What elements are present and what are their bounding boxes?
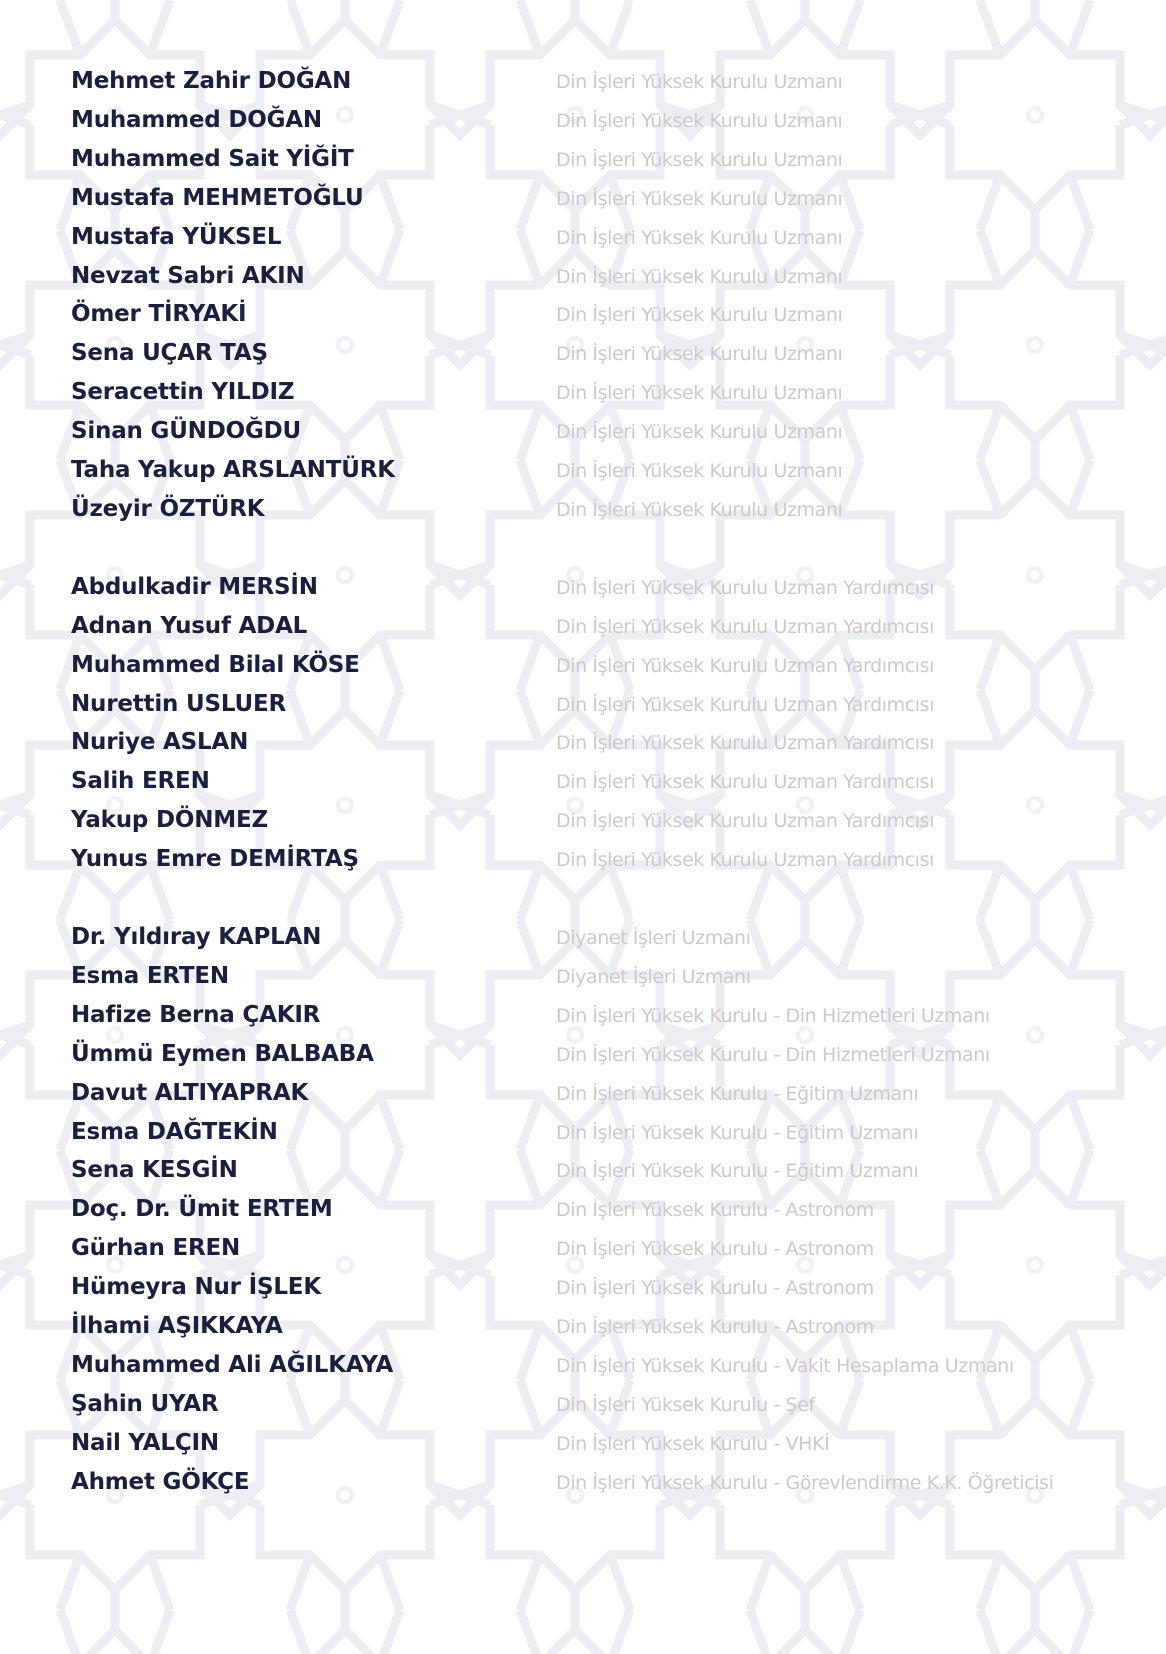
person-title: Din İşleri Yüksek Kurulu - Astronom	[556, 1238, 874, 1261]
person-title: Din İşleri Yüksek Kurulu Uzmanı	[556, 265, 843, 288]
list-item	[0, 140, 1166, 179]
person-title: Din İşleri Yüksek Kurulu - Astronom	[556, 1277, 874, 1300]
person-name: Esma ERTEN	[71, 962, 229, 989]
person-title: Din İşleri Yüksek Kurulu - Şef	[556, 1393, 815, 1416]
list-item	[0, 257, 1166, 296]
person-title: Din İşleri Yüksek Kurulu - Din Hizmetleri Uzmanı	[556, 1043, 990, 1066]
person-name: Davut ALTIYAPRAK	[71, 1079, 309, 1106]
person-title: Din İşleri Yüksek Kurulu - Astronom	[556, 1316, 874, 1338]
person-name: Doç. Dr. Ümit ERTEM	[71, 1196, 333, 1223]
person-title: Din İşleri Yüksek Kurulu Uzmanı	[556, 226, 843, 249]
list-item	[0, 179, 1166, 218]
person-title: Din İşleri Yüksek Kurulu Uzmanı	[556, 343, 843, 366]
person-title: Diyanet İşleri Uzmanı	[556, 965, 751, 988]
list-item	[0, 101, 1166, 140]
list-item	[0, 62, 1166, 101]
person-name: Ahmet GÖKÇE	[71, 1468, 250, 1495]
list-item	[0, 1268, 1166, 1307]
person-name: Sena KESGİN	[71, 1157, 238, 1184]
person-title: Din İşleri Yüksek Kurulu - VHKİ	[556, 1432, 830, 1455]
list-item	[0, 1113, 1166, 1152]
person-title: Din İşleri Yüksek Kurulu Uzman Yardımcısı	[556, 810, 935, 833]
person-title: Din İşleri Yüksek Kurulu Uzmanı	[556, 187, 843, 210]
person-name: Nuriye ASLAN	[71, 729, 249, 756]
person-name: Nail YALÇIN	[71, 1429, 219, 1456]
list-item	[0, 957, 1166, 996]
list-item	[0, 1151, 1166, 1190]
person-title: Din İşleri Yüksek Kurulu - Görevlendirme K.K. Öğreticisi	[556, 1471, 1054, 1494]
person-name: Sinan GÜNDOĞDU	[71, 418, 302, 445]
person-title: Din İşleri Yüksek Kurulu Uzman Yardımcısı	[556, 576, 935, 599]
person-name: Ümmü Eymen BALBABA	[71, 1040, 374, 1067]
person-name: Seracettin YILDIZ	[71, 379, 295, 406]
person-title: Din İşleri Yüksek Kurulu Uzmanı	[556, 421, 843, 444]
person-title: Diyanet İşleri Uzmanı	[556, 927, 751, 949]
person-title: Din İşleri Yüksek Kurulu Uzmanı	[556, 148, 843, 171]
list-item	[0, 334, 1166, 373]
list-item	[0, 918, 1166, 957]
person-name: Yunus Emre DEMİRTAŞ	[71, 846, 359, 873]
person-name: Muhammed Bilal KÖSE	[71, 651, 360, 678]
person-title: Din İşleri Yüksek Kurulu Uzman Yardımcısı	[556, 693, 935, 716]
person-name: Gürhan EREN	[71, 1235, 241, 1262]
person-name: Mustafa MEHMETOĞLU	[71, 184, 364, 211]
person-name: Mustafa YÜKSEL	[71, 223, 282, 250]
person-name: Hafize Berna ÇAKIR	[71, 1001, 321, 1028]
person-title: Din İşleri Yüksek Kurulu Uzman Yardımcısı	[556, 849, 935, 872]
person-name: Taha Yakup ARSLANTÜRK	[71, 457, 395, 483]
person-title: Din İşleri Yüksek Kurulu - Eğitim Uzmanı	[556, 1082, 919, 1105]
list-item	[0, 685, 1166, 724]
person-title: Din İşleri Yüksek Kurulu Uzmanı	[556, 460, 843, 482]
person-name: Muhammed Ali AĞILKAYA	[71, 1351, 394, 1378]
person-title: Din İşleri Yüksek Kurulu Uzmanı	[556, 109, 843, 132]
person-title: Din İşleri Yüksek Kurulu Uzman Yardımcısı	[556, 771, 935, 794]
person-name: Salih EREN	[71, 768, 210, 795]
person-title: Din İşleri Yüksek Kurulu Uzmanı	[556, 304, 843, 327]
list-item	[0, 490, 1166, 529]
list-item	[0, 295, 1166, 334]
list-item	[0, 1307, 1166, 1346]
person-title: Din İşleri Yüksek Kurulu Uzmanı	[556, 71, 843, 93]
list-item	[0, 373, 1166, 412]
person-name: Esma DAĞTEKİN	[71, 1118, 278, 1145]
list-item	[0, 568, 1166, 607]
person-name: Sena UÇAR TAŞ	[71, 340, 268, 367]
list-item	[0, 1424, 1166, 1463]
list-item	[0, 801, 1166, 840]
person-name: Şahin UYAR	[71, 1390, 219, 1417]
list-item	[0, 996, 1166, 1035]
person-name: Mehmet Zahir DOĞAN	[71, 68, 352, 94]
person-title: Din İşleri Yüksek Kurulu Uzman Yardımcısı	[556, 615, 935, 638]
person-name: Dr. Yıldıray KAPLAN	[71, 924, 322, 950]
list-item	[0, 1074, 1166, 1113]
person-title: Din İşleri Yüksek Kurulu - Astronom	[556, 1199, 874, 1222]
list-item	[0, 1190, 1166, 1229]
person-title: Din İşleri Yüksek Kurulu - Din Hizmetleri Uzmanı	[556, 1004, 990, 1027]
person-name: İlhami AŞIKKAYA	[71, 1313, 283, 1339]
person-title: Din İşleri Yüksek Kurulu Uzmanı	[556, 382, 843, 405]
person-name: Nevzat Sabri AKIN	[71, 262, 305, 289]
person-title: Din İşleri Yüksek Kurulu - Vakit Hesaplama Uzmanı	[556, 1354, 1014, 1377]
person-title: Din İşleri Yüksek Kurulu Uzmanı	[556, 498, 843, 521]
person-name: Üzeyir ÖZTÜRK	[71, 495, 265, 522]
person-title: Din İşleri Yüksek Kurulu Uzman Yardımcısı	[556, 654, 935, 677]
list-item	[0, 412, 1166, 451]
person-title: Din İşleri Yüksek Kurulu - Eğitim Uzmanı	[556, 1160, 919, 1183]
list-item	[0, 762, 1166, 801]
person-name: Abdulkadir MERSİN	[71, 573, 318, 600]
list-item	[0, 840, 1166, 879]
list-item	[0, 1229, 1166, 1268]
person-name: Yakup DÖNMEZ	[71, 807, 268, 834]
list-item	[0, 218, 1166, 257]
person-name: Nurettin USLUER	[71, 690, 286, 717]
person-name: Muhammed Sait YİĞİT	[71, 145, 354, 172]
list-item	[0, 1035, 1166, 1074]
person-name: Adnan Yusuf ADAL	[71, 612, 308, 639]
person-name: Hümeyra Nur İŞLEK	[71, 1274, 321, 1301]
list-item	[0, 607, 1166, 646]
list-item	[0, 723, 1166, 762]
person-title: Din İşleri Yüksek Kurulu - Eğitim Uzmanı	[556, 1121, 919, 1144]
person-name: Muhammed DOĞAN	[71, 106, 322, 133]
list-item	[0, 451, 1166, 490]
list-item	[0, 1463, 1166, 1502]
person-name: Ömer TİRYAKİ	[71, 301, 247, 328]
list-item	[0, 1346, 1166, 1385]
list-item	[0, 1385, 1166, 1424]
list-item	[0, 646, 1166, 685]
person-title: Din İşleri Yüksek Kurulu Uzman Yardımcısı	[556, 732, 935, 755]
